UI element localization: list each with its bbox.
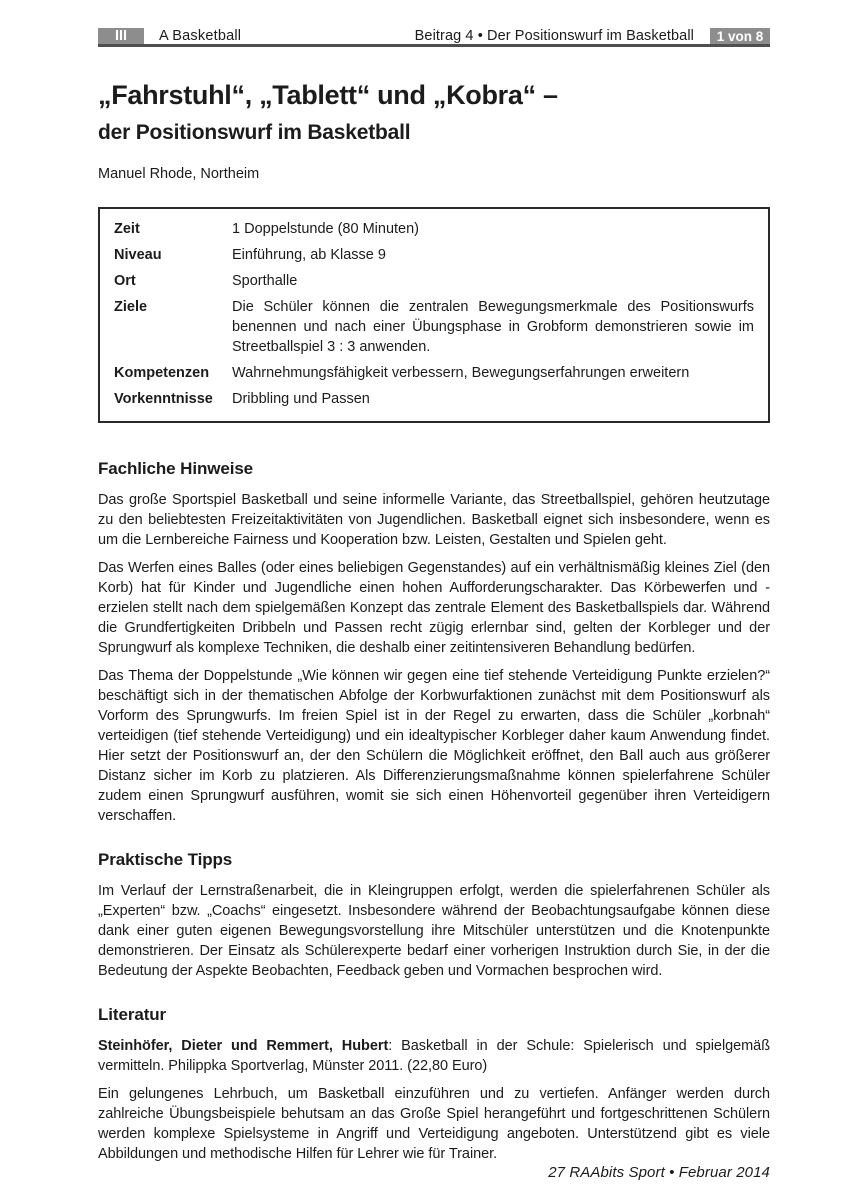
chapter-badge: III: [98, 28, 144, 44]
section-heading: Literatur: [98, 1004, 167, 1024]
lesson-info-grid: [114, 219, 754, 409]
info-row-value: Wahrnehmungsfähigkeit verbessern, Bewegungserfahrungen erweitern: [232, 364, 690, 381]
literature-reference: [98, 1036, 770, 1076]
section-heading: Fachliche Hinweise: [98, 458, 254, 478]
info-row-label: Niveau: [114, 246, 162, 263]
info-row-label: Zeit: [114, 220, 140, 237]
info-row-label: Ort: [114, 272, 136, 289]
reference-details: : Basketball in der Schule: Spielerisch und spielgemäß vermitteln. Philippka Sportverlag, Münster 2011. (22,80 Euro): [98, 1037, 770, 1074]
title-block: [98, 81, 770, 182]
paragraph: Im Verlauf der Lernstraßenarbeit, die in Kleingruppen erfolgt, werden die spielerfahrenen Schüler als „Experten“ bzw. „Coachs“ eingesetzt. Insbesondere während der Beobachtungsaufgabe können diese dank einer guten eigenen Bewegungsvorstellung ihre Mitschüler unterstützen und die Knotenpunkte demonstrieren. Der Einsatz als Schülerexperte bedarf einer vorherigen Instruktion durch Sie, in der die Bedeutung der Aspekte Beobachten, Feedback geben und Vormachen besprochen wird.: [98, 882, 770, 979]
section-literatur: [98, 1005, 770, 1164]
info-row-value: Sporthalle: [232, 272, 298, 289]
document-subtitle: der Positionswurf im Basketball: [98, 120, 411, 144]
paragraph: Ein gelungenes Lehrbuch, um Basketball einzuführen und zu vertiefen. Anfänger werden durch zahlreiche Übungsbeispiele behutsam an das Große Spiel herangeführt und fortgeschrittenen Schülern werden komplexe Spielsysteme in Angriff und Verteidigung angeboten. Unterstützend gibt es viele Abbildungen und methodische Hilfen für Lehrer wie für Trainer.: [98, 1085, 770, 1162]
info-row-value: Dribbling und Passen: [232, 390, 370, 407]
lesson-info-table: [98, 207, 770, 423]
info-row-label: Ziele: [114, 298, 148, 315]
info-row-label: Vorkenntnisse: [114, 390, 213, 407]
info-row-value: Die Schüler können die zentralen Bewegungsmerkmale des Positionswurfs benennen und nach einer Übungsphase in Grobform demonstrieren sowie im Streetballspiel 3 : 3 anwenden.: [232, 298, 754, 355]
page-header: [98, 28, 770, 47]
info-row-value: Einführung, ab Klasse 9: [232, 246, 386, 263]
section-praktische-tipps: [98, 850, 770, 981]
reference-authors: Steinhöfer, Dieter und Remmert, Hubert: [98, 1037, 389, 1054]
document-title: „Fahrstuhl“, „Tablett“ und „Kobra“ –: [98, 80, 558, 110]
author-line: Manuel Rhode, Northeim: [98, 165, 260, 182]
info-row-value: 1 Doppelstunde (80 Minuten): [232, 220, 420, 237]
paragraph: Das Werfen eines Balles (oder eines beliebigen Gegenstandes) auf ein verhältnismäßig kleines Ziel (den Korb) hat für Kinder und Jugendliche einen hohen Aufforderungscharakter. Das Körbewerfen und -erzielen stellt nach dem spielgemäßen Konzept das zentrale Element des Basketballspiels dar. Während die Grundfertigkeiten Dribbeln und Passen recht zügig erlernbar sind, gelten der Korbleger und der Sprungwurf als komplexe Techniken, die deshalb einer zeitintensiveren Behandlung bedürfen.: [98, 559, 770, 656]
document-body: [98, 459, 770, 1164]
page-indicator-badge: 1 von 8: [710, 28, 770, 44]
section-fachliche-hinweise: [98, 459, 770, 826]
contribution-title: Beitrag 4 • Der Positionswurf im Basketball: [414, 28, 694, 44]
info-row-label: Kompetenzen: [114, 364, 210, 381]
section-heading: Praktische Tipps: [98, 849, 233, 869]
section-label: A Basketball: [159, 28, 242, 44]
page-footer: 27 RAAbits Sport • Februar 2014: [548, 1163, 770, 1181]
paragraph: Das große Sportspiel Basketball und seine informelle Variante, das Streetballspiel, gehören heutzutage zu den beliebtesten Freizeitaktivitäten von Jugendlichen. Basketball eignet sich insbesondere, wenn es um die Lernbereiche Fairness und Kooperation bzw. Leisten, Gestalten und Spielen geht.: [98, 491, 770, 548]
paragraph: Das Thema der Doppelstunde „Wie können wir gegen eine tief stehende Verteidigung Punkte erzielen?“ beschäftigt sich in der thematischen Abfolge der Korbwurfaktionen zunächst mit dem Positionswurf als Vorform des Sprungwurfs. Im freien Spiel ist in der Regel zu erwarten, dass die Schüler „korbnah“ verteidigen (tief stehende Verteidigung) und ein idealtypischer Korbleger daher kaum Anwendung findet. Hier setzt der Positionswurf an, der den Schülern die Möglichkeit eröffnet, den Ball auch aus größerer Distanz sicher im Korb zu platzieren. Als Differenzierungsmaßnahme können spielerfahrene Schüler zudem einen Sprungwurf ausführen, womit sie sich einen Höhenvorteil gegenüber ihren Verteidigern verschaffen.: [98, 667, 770, 824]
